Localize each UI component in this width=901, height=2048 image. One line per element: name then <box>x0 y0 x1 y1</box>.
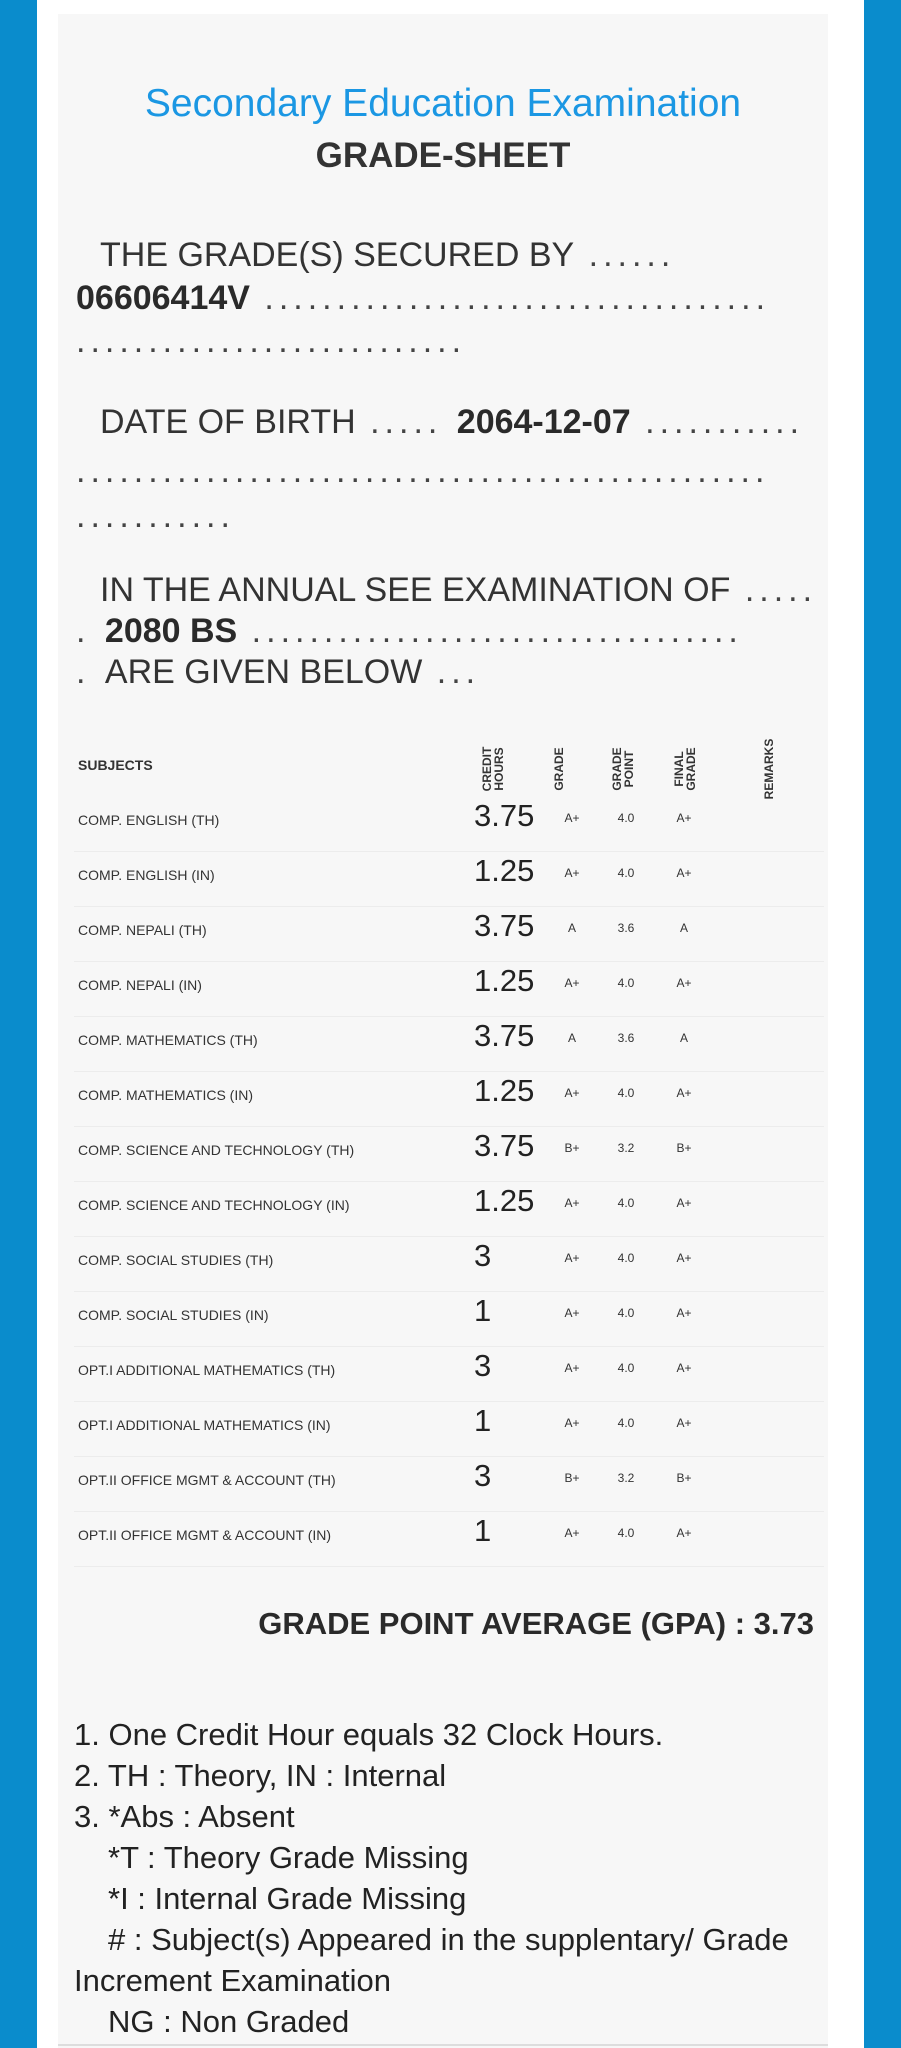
symbol-number: 06606414V <box>76 279 250 317</box>
table-row <box>74 1181 824 1237</box>
grade-sheet-card <box>58 14 828 2048</box>
credit-hours: 3.75 <box>474 908 535 943</box>
table-row <box>74 906 824 962</box>
grade: A+ <box>564 976 580 990</box>
divider <box>58 2044 828 2046</box>
dotted-line: ........... <box>76 497 235 535</box>
note-theory-missing: *T : Theory Grade Missing <box>108 1840 469 1875</box>
grade: A+ <box>564 811 580 825</box>
subject-name: COMP. ENGLISH (TH) <box>78 812 220 828</box>
grade-point: 4.0 <box>617 1306 635 1320</box>
credit-hours: 1.25 <box>474 853 535 888</box>
final-grade: A+ <box>676 1306 692 1320</box>
subject-name: COMP. SOCIAL STUDIES (TH) <box>78 1252 274 1268</box>
final-grade: A <box>679 921 688 935</box>
final-grade: A+ <box>676 1526 692 1540</box>
right-accent-bar <box>864 0 901 2048</box>
page-title: Secondary Education Examination <box>144 82 742 125</box>
exam-year: 2080 BS <box>104 612 238 650</box>
dotted-line: ................................................ <box>76 452 770 490</box>
grade-point: 3.2 <box>617 1141 635 1155</box>
credit-hours: 3 <box>474 1458 492 1493</box>
grade: A <box>567 1031 576 1045</box>
grade: A+ <box>564 1361 580 1375</box>
grade-point: 4.0 <box>617 1361 635 1375</box>
table-row <box>74 851 824 907</box>
table-row <box>74 1071 824 1127</box>
subject-name: COMP. SOCIAL STUDIES (IN) <box>78 1307 269 1323</box>
table-row <box>74 1456 824 1512</box>
final-grade: A+ <box>676 1086 692 1100</box>
given-below-line: . ARE GIVEN BELOW ... <box>76 653 481 691</box>
credit-hours: 1 <box>474 1513 492 1548</box>
table-row <box>74 1511 824 1567</box>
grade-point: 3.2 <box>617 1471 635 1485</box>
final-grade: B+ <box>676 1471 692 1485</box>
grade-point: 4.0 <box>617 1526 635 1540</box>
notes-section <box>74 1714 814 2042</box>
credit-hours: 3 <box>474 1238 492 1273</box>
credit-hours: 1 <box>474 1403 492 1438</box>
credit-hours: 1.25 <box>474 1073 535 1108</box>
grade: A <box>567 921 576 935</box>
exam-label: IN THE ANNUAL SEE EXAMINATION OF <box>100 571 731 609</box>
grade-point: 4.0 <box>617 866 635 880</box>
credit-hours: 1 <box>474 1293 492 1328</box>
subject-name: COMP. SCIENCE AND TECHNOLOGY (IN) <box>78 1197 350 1213</box>
gpa-summary: GRADE POINT AVERAGE (GPA) : 3.73 <box>258 1606 814 1641</box>
final-grade: A+ <box>676 1196 692 1210</box>
table-row <box>74 1236 824 1292</box>
header-remarks: REMARKS <box>762 738 776 800</box>
credit-hours: 3.75 <box>474 1018 535 1053</box>
subject-name: OPT.II OFFICE MGMT & ACCOUNT (TH) <box>78 1472 336 1488</box>
grade: A+ <box>564 1196 580 1210</box>
dob-line: DATE OF BIRTH ..... 2064-12-07 ........... <box>100 403 805 441</box>
grade: B+ <box>564 1471 580 1485</box>
header-grade-point: GRADE POINT <box>610 747 636 791</box>
final-grade: A+ <box>676 866 692 880</box>
subject-name: COMP. NEPALI (IN) <box>78 977 202 993</box>
grade: A+ <box>564 1251 580 1265</box>
header-grade: GRADE <box>552 747 566 791</box>
table-row <box>74 1016 824 1072</box>
note-internal-missing: *I : Internal Grade Missing <box>108 1881 467 1916</box>
given-below-text: ARE GIVEN BELOW <box>104 653 423 691</box>
dotted-line: ........................... <box>76 322 467 360</box>
final-grade: A+ <box>676 1416 692 1430</box>
header-subjects: SUBJECTS <box>78 757 153 773</box>
header-credit-hours: CREDIT HOURS <box>480 746 506 792</box>
final-grade: A <box>679 1031 688 1045</box>
secured-by-line: THE GRADE(S) SECURED BY ...... <box>100 236 676 274</box>
subject-name: COMP. ENGLISH (IN) <box>78 867 215 883</box>
grade-point: 4.0 <box>617 1251 635 1265</box>
subject-name: OPT.I ADDITIONAL MATHEMATICS (IN) <box>78 1417 331 1433</box>
final-grade: A+ <box>676 976 692 990</box>
grade: A+ <box>564 1086 580 1100</box>
note-th-in: 2. TH : Theory, IN : Internal <box>74 1758 447 1793</box>
dob-value: 2064-12-07 <box>456 403 631 441</box>
dob-label: DATE OF BIRTH <box>100 403 356 441</box>
grade-point: 4.0 <box>617 1086 635 1100</box>
grade: A+ <box>564 1416 580 1430</box>
grade: A+ <box>564 866 580 880</box>
subject-name: COMP. SCIENCE AND TECHNOLOGY (TH) <box>78 1142 355 1158</box>
grade-point: 4.0 <box>617 811 635 825</box>
grade: B+ <box>564 1141 580 1155</box>
credit-hours: 3.75 <box>474 798 535 833</box>
note-supplementary: # : Subject(s) Appeared in the supplentary/ Grade Increment Examination <box>74 1922 789 1998</box>
final-grade: A+ <box>676 1361 692 1375</box>
grade-point: 4.0 <box>617 976 635 990</box>
table-row <box>74 1126 824 1182</box>
left-accent-bar <box>0 0 37 2048</box>
subject-name: OPT.II OFFICE MGMT & ACCOUNT (IN) <box>78 1527 332 1543</box>
table-row <box>74 1291 824 1347</box>
exam-line: IN THE ANNUAL SEE EXAMINATION OF ..... <box>100 571 818 609</box>
credit-hours: 3 <box>474 1348 492 1383</box>
table-row <box>74 796 824 852</box>
subject-name: COMP. NEPALI (TH) <box>78 922 207 938</box>
note-credit-hour: 1. One Credit Hour equals 32 Clock Hours. <box>74 1717 664 1752</box>
subject-name: COMP. MATHEMATICS (IN) <box>78 1087 253 1103</box>
grade: A+ <box>564 1306 580 1320</box>
page-subtitle: GRADE-SHEET <box>315 136 571 175</box>
subject-name: COMP. MATHEMATICS (TH) <box>78 1032 258 1048</box>
table-row <box>74 1346 824 1402</box>
symbol-number-line: 06606414V ................................... <box>76 279 771 317</box>
final-grade: B+ <box>676 1141 692 1155</box>
credit-hours: 1.25 <box>474 963 535 998</box>
table-row <box>74 961 824 1017</box>
subject-name: OPT.I ADDITIONAL MATHEMATICS (TH) <box>78 1362 336 1378</box>
grade-point: 4.0 <box>617 1196 635 1210</box>
note-non-graded: NG : Non Graded <box>108 2004 350 2039</box>
credit-hours: 3.75 <box>474 1128 535 1163</box>
final-grade: A+ <box>676 811 692 825</box>
final-grade: A+ <box>676 1251 692 1265</box>
grade: A+ <box>564 1526 580 1540</box>
grade-point: 3.6 <box>617 1031 635 1045</box>
table-row <box>74 1401 824 1457</box>
grade-point: 3.6 <box>617 921 635 935</box>
exam-year-line: . 2080 BS .................................. <box>76 612 743 650</box>
secured-by-label: THE GRADE(S) SECURED BY <box>100 236 575 274</box>
note-absent: 3. *Abs : Absent <box>74 1799 295 1834</box>
credit-hours: 1.25 <box>474 1183 535 1218</box>
grade-point: 4.0 <box>617 1416 635 1430</box>
header-final-grade: FINAL GRADE <box>672 747 698 791</box>
